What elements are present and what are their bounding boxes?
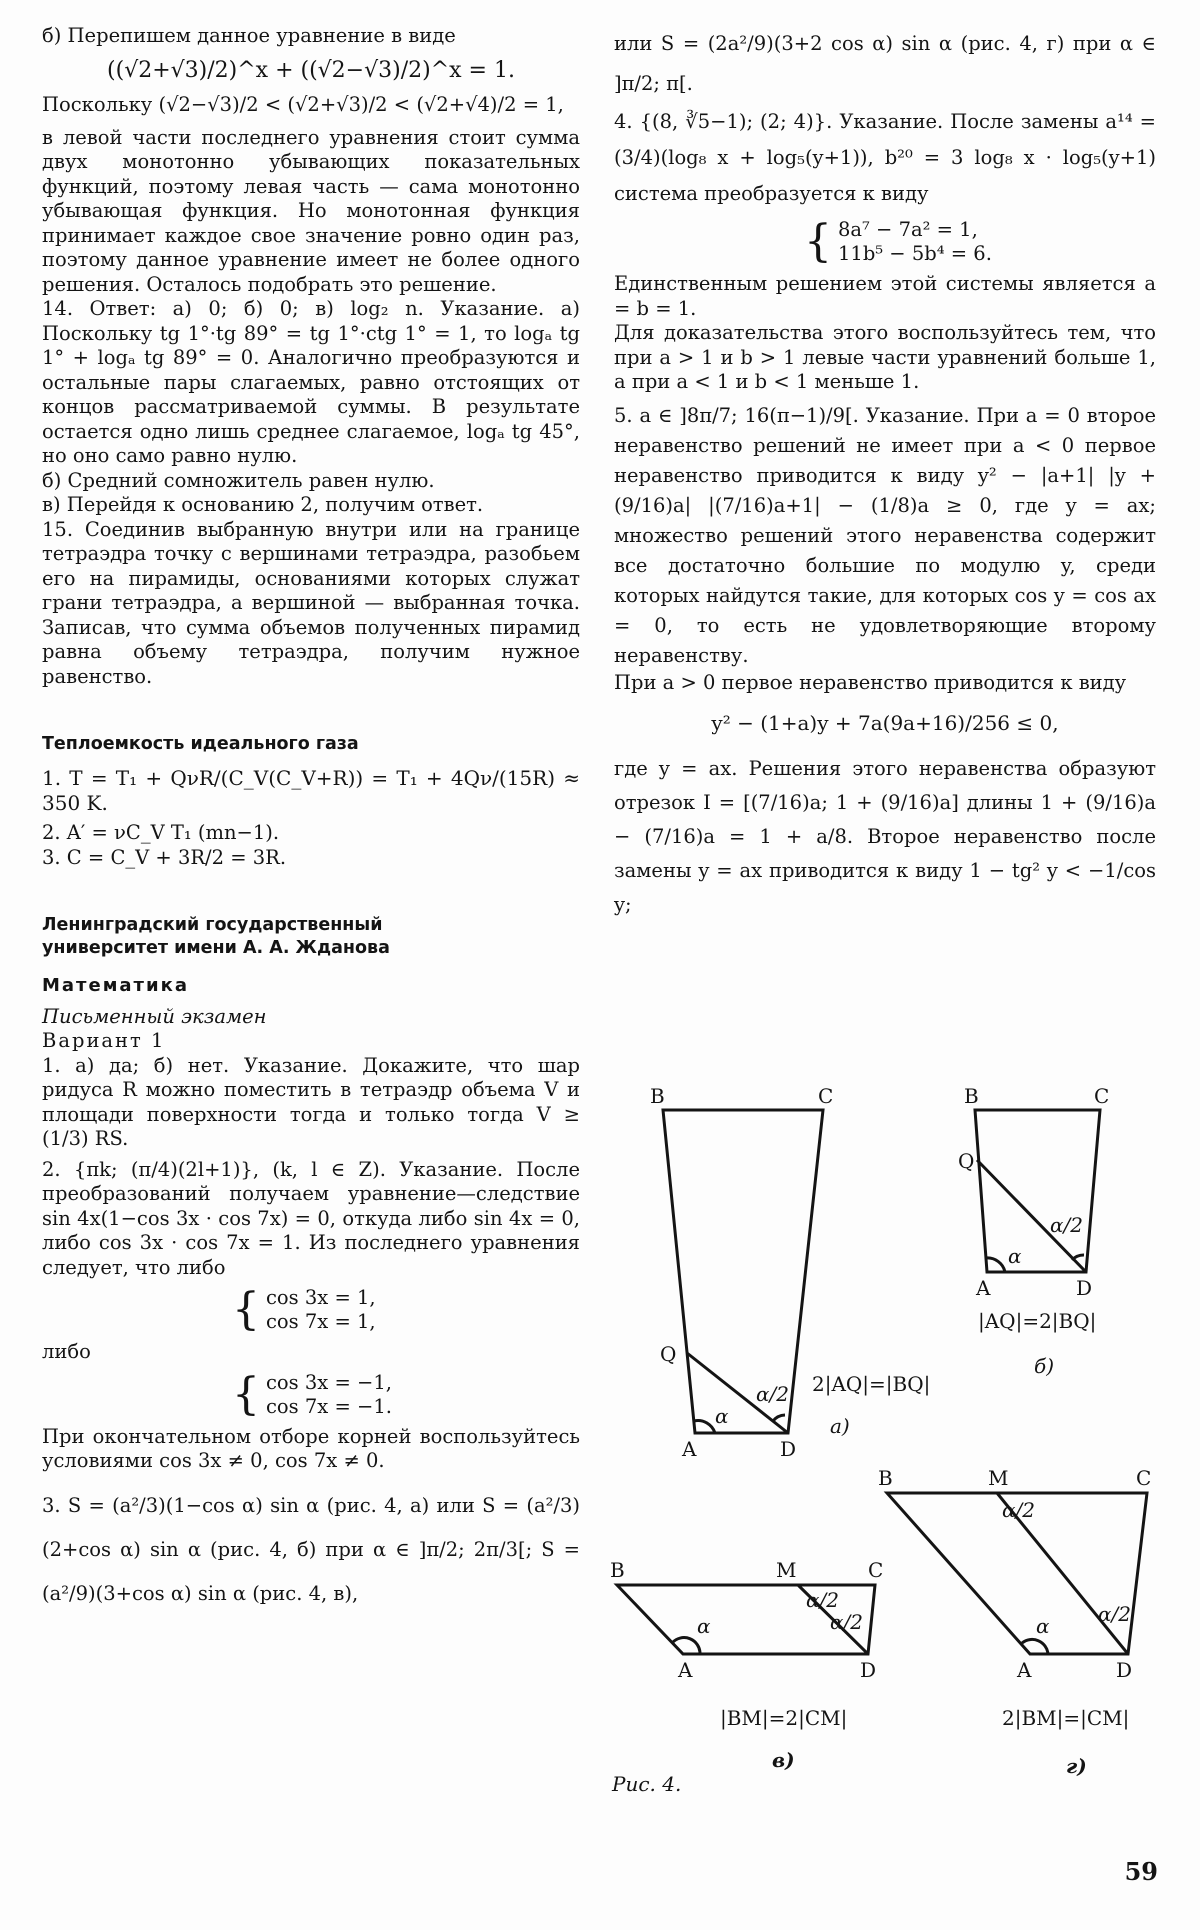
relation-label: |BM|=2|CM|	[720, 1706, 848, 1730]
left-column	[42, 24, 580, 1616]
answer-15: 15. Соединив выбранную внутри или на границе тетраэдра точку с вершинами тетраэдра, разобьем его на пирамиды, основаниями которых служат грани тетраэдра, а вершиной — выбранная точка. Записав, что сумма объемов полученных пирамид равна объему тетраэдра, получим нужное равенство.	[42, 517, 580, 688]
vertex-label: Q	[660, 1342, 677, 1366]
system-1	[232, 1286, 580, 1334]
vertex-label: A	[1017, 1658, 1032, 1682]
figure-4	[600, 1075, 1180, 1845]
formula-line: или S = (2a²/9)(3+2 cos α) sin α (рис. 4, г) при α ∈ ]π/2; π[.	[614, 32, 1156, 95]
figure-caption-main: Рис. 4.	[612, 1772, 682, 1796]
system-line: cos 7x = 1,	[266, 1310, 376, 1333]
vertex-label: D	[1116, 1658, 1133, 1682]
relation-label: 2|AQ|=|BQ|	[812, 1372, 931, 1396]
paragraph: Для доказательства этого воспользуйтесь тем, что при a > 1 и b > 1 левые части уравнений больше 1, а при a < 1 и b < 1 меньше 1.	[614, 321, 1156, 393]
text-line: б) Средний сомножитель равен нулю.	[42, 468, 435, 492]
angle-arc-b-half	[1072, 1255, 1084, 1260]
vertex-label: M	[988, 1466, 1009, 1490]
paragraph: При окончательном отборе корней воспользуйтесь условиями cos 3x ≠ 0, cos 7x ≠ 0.	[42, 1424, 580, 1472]
vertex-label: C	[868, 1558, 884, 1582]
vertex-label: M	[776, 1558, 797, 1582]
brace-symbol: {	[232, 1368, 260, 1420]
text-line: При a > 0 первое неравенство приводится к виду	[614, 670, 1127, 694]
angle-label: α/2	[1098, 1602, 1131, 1626]
angle-label: α/2	[1050, 1213, 1083, 1237]
figure-caption: в)	[772, 1748, 795, 1772]
trapezoid-a	[663, 1110, 823, 1433]
vertex-label: C	[1136, 1466, 1152, 1490]
page-number: 59	[1124, 1857, 1158, 1886]
figure-caption: а)	[830, 1414, 850, 1438]
university-heading: университет имени А. А. Жданова	[42, 938, 390, 958]
paragraph: в левой части последнего уравнения стоит сумма двух монотонно убывающих показательных функций, поэтому левая часть — сама монотонно убывающая функция. Но монотонная функция принимает каждое свое значение ровно один раз, поэтому данное уравнение имеет не более одного решения. Осталось подобрать это решение.	[42, 125, 580, 296]
vertex-label: B	[610, 1558, 625, 1582]
angle-label: α/2	[1002, 1498, 1035, 1522]
answer-5: 5. a ∈ ]8π/7; 16(π−1)/9[. Указание. При a = 0 второе неравенство решений не имеет при a < 0 первое неравенство приводится к виду y² − |a+1| |y + (9/16)a| |(7/16)a+1| − (1/8)a ≥ 0, где y = ax; множество решений этого неравенства содержит все достаточно большие по модулю y, среди которых найдутся такие, для которых cos y = cos ax = 0, то есть не удовлетворяющие второму неравенству.	[614, 403, 1156, 667]
system-2	[232, 1368, 580, 1420]
vertex-label: D	[780, 1437, 797, 1461]
system-3	[804, 218, 1156, 266]
text-line: либо	[42, 1340, 91, 1363]
vertex-label: B	[964, 1084, 979, 1108]
paragraph: Единственным решением этой системы является a = b = 1.	[614, 272, 1156, 320]
vertex-label: B	[650, 1084, 665, 1108]
trapezoid-b	[975, 1110, 1100, 1272]
figure-g-labels	[878, 1466, 1151, 1778]
figure-b-shape	[975, 1110, 1100, 1272]
system-line: 11b⁵ − 5b⁴ = 6.	[838, 242, 992, 265]
system-line: 8a⁷ − 7a² = 1,	[838, 218, 978, 241]
angle-label: α	[1036, 1614, 1050, 1638]
vertex-label: D	[1076, 1276, 1093, 1300]
figure-a-shape	[663, 1110, 823, 1433]
angle-label: α/2	[830, 1610, 863, 1634]
text-line: б) Перепишем данное уравнение в виде	[42, 24, 456, 47]
angle-arc-a-half	[773, 1415, 785, 1421]
university-heading: Ленинградский государственный	[42, 915, 383, 935]
figure-v-labels	[610, 1558, 883, 1772]
formula: y² − (1+a)y + 7a(9a+16)/256 ≤ 0,	[711, 711, 1059, 735]
system-line: cos 3x = −1,	[266, 1370, 392, 1394]
formula-line: 1. T = T₁ + QνR/(C_V(C_V+R)) = T₁ + 4Qν/(15R) ≈ 350 K.	[42, 766, 580, 815]
formula: ((√2+√3)/2)^x + ((√2−√3)/2)^x = 1.	[107, 57, 515, 83]
system-line: cos 7x = −1.	[266, 1394, 392, 1418]
variant-heading: Вариант 1	[42, 1029, 166, 1052]
vertex-label: A	[682, 1437, 697, 1461]
brace-symbol: {	[232, 1284, 260, 1335]
vertex-label: D	[860, 1658, 877, 1682]
relation-label: 2|BM|=|CM|	[1002, 1706, 1130, 1730]
answer-14: 14. Ответ: а) 0; б) 0; в) log₂ n. Указание. а) Поскольку tg 1°·tg 89° = tg 1°·ctg 1° = 1, то logₐ tg 1° + logₐ tg 89° = 0. Аналогично преобразуются и остальные пары слагаемых, равно отстоящих от концов рассматриваемой суммы. В результате остается одно лишь среднее слагаемое, logₐ tg 45°, но оно само равно нулю.	[42, 297, 580, 467]
system-line: cos 3x = 1,	[266, 1286, 376, 1309]
angle-arc-g	[1022, 1639, 1048, 1654]
paragraph: где y = ax. Решения этого неравенства образуют отрезок I = [(7/16)a; 1 + (9/16)a] длины 1 + (9/16)a − (7/16)a = 1 + a/8. Второе неравенство после замены y = ax приводится к виду 1 − tg² y < −1/cos y;	[614, 756, 1156, 916]
vertex-label: A	[678, 1658, 693, 1682]
figure-b-labels	[958, 1084, 1109, 1378]
brace-symbol: {	[804, 216, 832, 267]
angle-label: α/2	[756, 1382, 789, 1406]
formula-line: 2. A′ = νC_V T₁ (mn−1).	[42, 821, 280, 844]
figure-caption: г)	[1066, 1754, 1087, 1778]
formula-line: Поскольку (√2−√3)/2 < (√2+√3)/2 < (√2+√4)/2 = 1,	[42, 93, 564, 116]
angle-arc-a	[694, 1421, 715, 1433]
vertex-label: C	[1094, 1084, 1110, 1108]
section-heading: Теплоемкость идеального газа	[42, 734, 359, 754]
formula-line: 3. C = C_V + 3R/2 = 3R.	[42, 845, 287, 869]
angle-label: α	[1008, 1244, 1022, 1268]
exam-heading: Письменный экзамен	[42, 1004, 267, 1028]
angle-label: α/2	[806, 1588, 839, 1612]
answer-1: 1. а) да; б) нет. Указание. Докажите, что шар ридуса R можно поместить в тетраэдр объема V и площади поверхности тогда и только тогда V ≥ (1/3) RS.	[42, 1053, 580, 1150]
figure-caption: б)	[1034, 1354, 1055, 1378]
subject-heading: Математика	[42, 975, 189, 996]
angle-label: α	[697, 1614, 711, 1638]
answer-4: 4. {(8, ∛5−1); (2; 4)}. Указание. После замены a¹⁴ = (3/4)(log₈ x + log₅(y+1)), b²⁰ = 3 log₈ x · log₅(y+1) система преобразуется к виду	[614, 110, 1156, 205]
vertex-label: B	[878, 1466, 893, 1490]
vertex-label: Q	[958, 1149, 975, 1173]
answer-3: 3. S = (a²/3)(1−cos α) sin α (рис. 4, а) или S = (a²/3)(2+cos α) sin α (рис. 4, б) при α ∈ ]π/2; 2π/3[; S = (a²/9)(3+cos α) sin α (рис. 4, в),	[42, 1493, 580, 1605]
vertex-label: A	[976, 1276, 991, 1300]
angle-label: α	[715, 1404, 729, 1428]
relation-label: |AQ|=2|BQ|	[978, 1309, 1097, 1333]
text-line: в) Перейдя к основанию 2, получим ответ.	[42, 493, 484, 516]
vertex-label: C	[818, 1084, 834, 1108]
angle-arc-b	[986, 1258, 1005, 1272]
right-column	[614, 24, 1156, 922]
answer-2: 2. {πk; (π/4)(2l+1)}, (k, l ∈ Z). Указание. После преобразований получаем уравнение—следствие sin 4x(1−cos 3x · cos 7x) = 0, откуда либо sin 4x = 0, либо cos 3x · cos 7x = 1. Из последнего уравнения следует, что либо	[42, 1157, 580, 1279]
